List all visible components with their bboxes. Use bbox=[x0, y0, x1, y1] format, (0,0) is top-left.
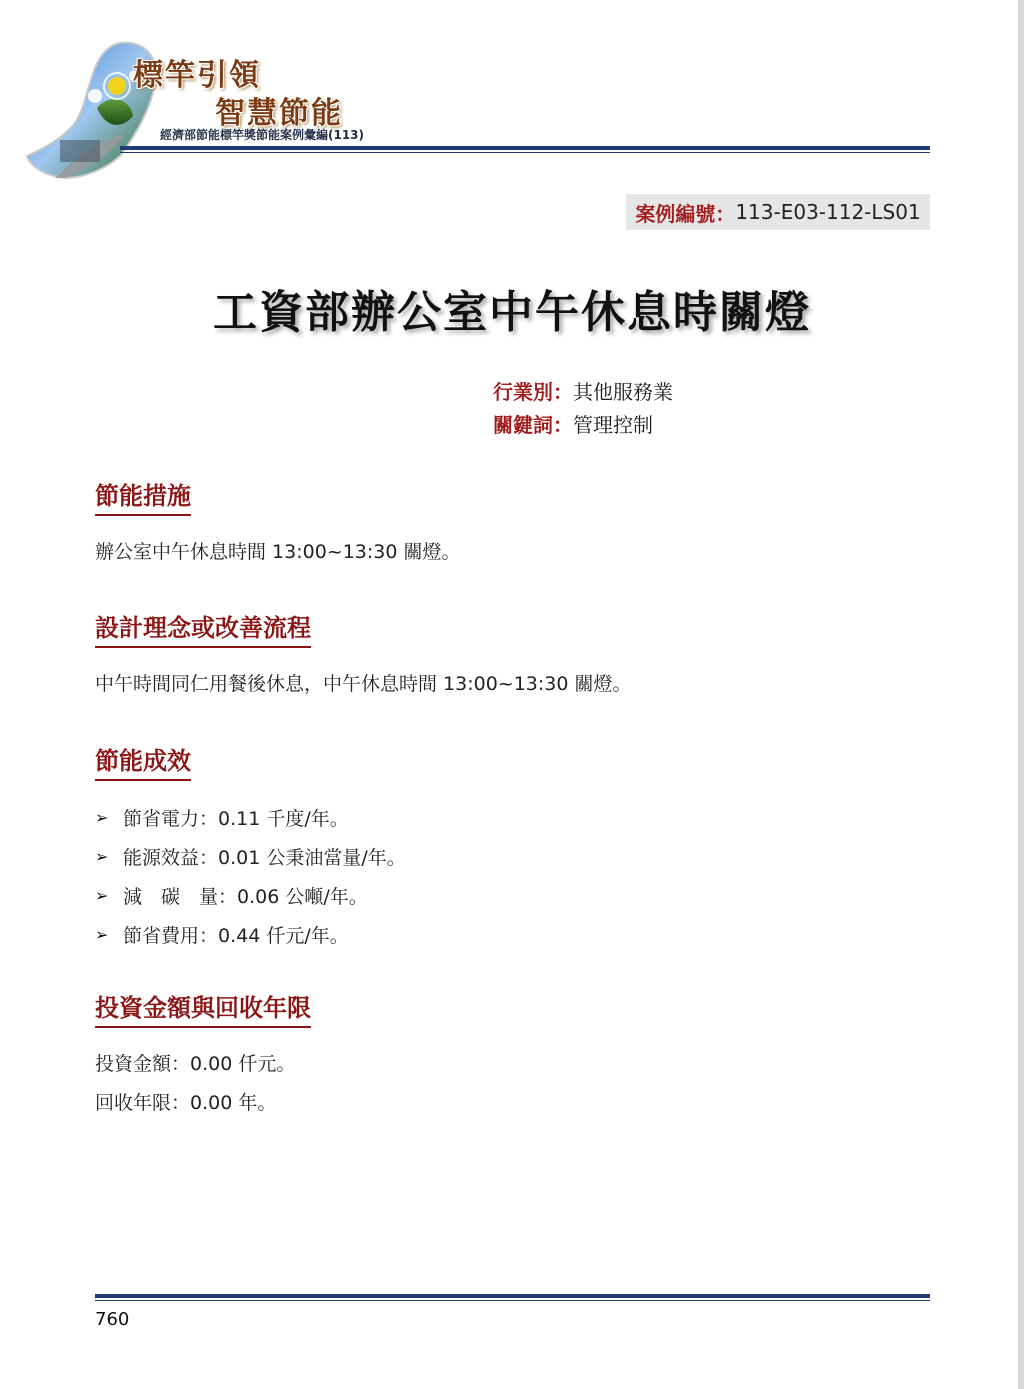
footer-rule bbox=[95, 1294, 930, 1298]
industry-row bbox=[493, 376, 673, 405]
results-list bbox=[95, 798, 406, 954]
list-item bbox=[95, 837, 406, 876]
page-edge-strip bbox=[1018, 0, 1024, 1389]
result-cost: 節省費用：0.44 仟元/年。 bbox=[123, 925, 349, 947]
keyword-row bbox=[493, 409, 653, 438]
page-number: 760 bbox=[95, 1309, 130, 1330]
arrow-bullet-icon: ➢ bbox=[95, 886, 109, 905]
keyword-value: 管理控制 bbox=[573, 413, 653, 437]
list-item bbox=[95, 876, 406, 915]
list-item bbox=[95, 915, 406, 954]
design-text: 中午時間同仁用餐後休息，中午休息時間 13:00~13:30 關燈。 bbox=[95, 673, 632, 695]
logo bbox=[25, 38, 365, 183]
page-title: 工資部辦公室中午休息時關燈 bbox=[213, 287, 811, 338]
result-carbon: 減 碳 量：0.06 公噸/年。 bbox=[123, 886, 368, 908]
industry-label: 行業別： bbox=[493, 380, 573, 404]
investment-amount: 投資金額：0.00 仟元。 bbox=[95, 1053, 296, 1075]
arrow-bullet-icon: ➢ bbox=[95, 847, 109, 866]
case-number-value: 113-E03-112-LS01 bbox=[735, 200, 921, 224]
section-heading-design: 設計理念或改善流程 bbox=[95, 608, 311, 648]
case-number-box bbox=[626, 194, 930, 230]
header-rule-thin bbox=[120, 152, 930, 153]
measures-text: 辦公室中午休息時間 13:00~13:30 關燈。 bbox=[95, 541, 461, 563]
payback-period: 回收年限：0.00 年。 bbox=[95, 1092, 277, 1114]
header-subtitle: 經濟部節能標竿獎節能案例彙編(113) bbox=[160, 128, 365, 142]
result-energy: 能源效益：0.01 公秉油當量/年。 bbox=[123, 847, 406, 869]
industry-value: 其他服務業 bbox=[573, 380, 673, 404]
section-heading-investment: 投資金額與回收年限 bbox=[95, 988, 311, 1028]
header-rule bbox=[120, 146, 930, 150]
arrow-bullet-icon: ➢ bbox=[95, 925, 109, 944]
footer-rule-thin bbox=[95, 1300, 930, 1301]
keyword-label: 關鍵詞： bbox=[493, 413, 573, 437]
section-heading-measures: 節能措施 bbox=[95, 476, 191, 516]
result-electricity: 節省電力：0.11 千度/年。 bbox=[123, 808, 349, 830]
logo-slogan-line-2: 智慧節能 bbox=[215, 96, 343, 131]
logo-slogan-line-1: 標竿引領 bbox=[133, 58, 261, 93]
section-heading-results: 節能成效 bbox=[95, 741, 191, 781]
arrow-bullet-icon: ➢ bbox=[95, 808, 109, 827]
case-number-label: 案例編號： bbox=[635, 201, 736, 226]
list-item bbox=[95, 798, 406, 837]
